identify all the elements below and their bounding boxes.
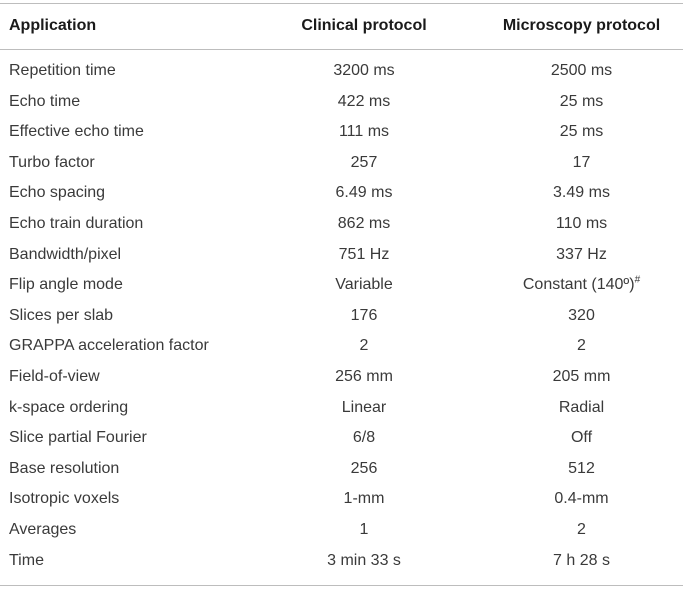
row-microscopy-value: Radial [558, 398, 605, 416]
row-clinical-value: 2 [359, 337, 369, 355]
row-microscopy-value: 110 ms [555, 214, 608, 232]
table-row [0, 301, 683, 332]
row-application: Echo time [9, 92, 81, 110]
table-row [0, 423, 683, 454]
row-microscopy-value: 2 [577, 337, 586, 355]
row-clinical-value: Linear [341, 398, 387, 416]
table-row [0, 87, 683, 118]
row-application: Slice partial Fourier [9, 429, 147, 447]
row-clinical-value: 6/8 [352, 429, 376, 447]
table-row [0, 209, 683, 240]
table-row [0, 148, 683, 179]
table-row [0, 270, 683, 301]
row-application: k-space ordering [9, 398, 129, 416]
row-microscopy-value: 3.49 ms [553, 184, 610, 202]
table-row [0, 240, 683, 271]
row-application: Turbo factor [9, 153, 95, 171]
row-clinical-value: 3200 ms [333, 62, 395, 79]
table-row [0, 56, 683, 87]
row-microscopy-value: 320 [568, 306, 595, 324]
row-application: Base resolution [9, 459, 120, 477]
row-application: Slices per slab [9, 306, 114, 324]
row-microscopy-value: Constant (140º) [522, 276, 635, 294]
row-microscopy-value: 25 ms [559, 92, 604, 110]
row-clinical-value: 256 mm [335, 367, 393, 385]
row-clinical-value: 176 [350, 306, 378, 324]
row-microscopy-value: 2500 ms [550, 62, 613, 79]
row-application: Field-of-view [9, 367, 100, 385]
row-microscopy-value-with-footnote [480, 276, 683, 294]
table-row [0, 454, 683, 485]
row-clinical-value: 111 ms [338, 123, 390, 141]
table-header [0, 3, 683, 49]
row-clinical-value: Variable [335, 276, 393, 294]
table-body [0, 56, 683, 576]
row-microscopy-value: 0.4-mm [554, 490, 609, 508]
row-microscopy-value: 337 Hz [556, 245, 607, 263]
row-clinical-value: 1 [359, 520, 369, 538]
row-clinical-value: 862 ms [337, 214, 391, 232]
row-application: Echo spacing [9, 184, 106, 202]
row-clinical-value: 257 [350, 153, 378, 171]
row-application: Isotropic voxels [9, 490, 120, 508]
row-application: Bandwidth/pixel [9, 245, 122, 263]
header-clinical-protocol: Clinical protocol [301, 17, 427, 34]
row-clinical-value: 3 min 33 s [327, 551, 401, 569]
row-microscopy-value: 512 [568, 459, 595, 477]
row-application: Repetition time [9, 62, 116, 79]
row-clinical-value: 422 ms [337, 92, 391, 110]
header-application: Application [9, 17, 97, 34]
row-clinical-value: 1-mm [343, 490, 385, 508]
table-bottom-rule [0, 585, 683, 586]
row-application: Echo train duration [9, 214, 144, 232]
table-row [0, 484, 683, 515]
table-row [0, 515, 683, 546]
row-application: Effective echo time [9, 123, 144, 141]
header-bottom-rule [0, 49, 683, 50]
row-microscopy-value: 17 [572, 153, 591, 171]
row-clinical-value: 751 Hz [338, 245, 390, 263]
row-application: Time [9, 551, 44, 569]
row-microscopy-value: 7 h 28 s [553, 551, 610, 569]
table-row [0, 331, 683, 362]
table-row [0, 178, 683, 209]
table-row [0, 362, 683, 393]
table-row [0, 393, 683, 424]
row-clinical-value: 256 [350, 459, 378, 477]
row-microscopy-value: Off [570, 429, 593, 447]
row-application: GRAPPA acceleration factor [9, 337, 209, 355]
table-row [0, 546, 683, 577]
header-microscopy-protocol: Microscopy protocol [502, 17, 661, 34]
row-microscopy-value: 25 ms [559, 123, 604, 141]
footnote-marker: # [634, 274, 641, 286]
row-application: Averages [9, 520, 77, 538]
row-clinical-value: 6.49 ms [335, 184, 393, 202]
table-row [0, 117, 683, 148]
row-application: Flip angle mode [9, 276, 123, 294]
row-microscopy-value: 205 mm [552, 367, 611, 385]
row-microscopy-value: 2 [577, 520, 586, 538]
